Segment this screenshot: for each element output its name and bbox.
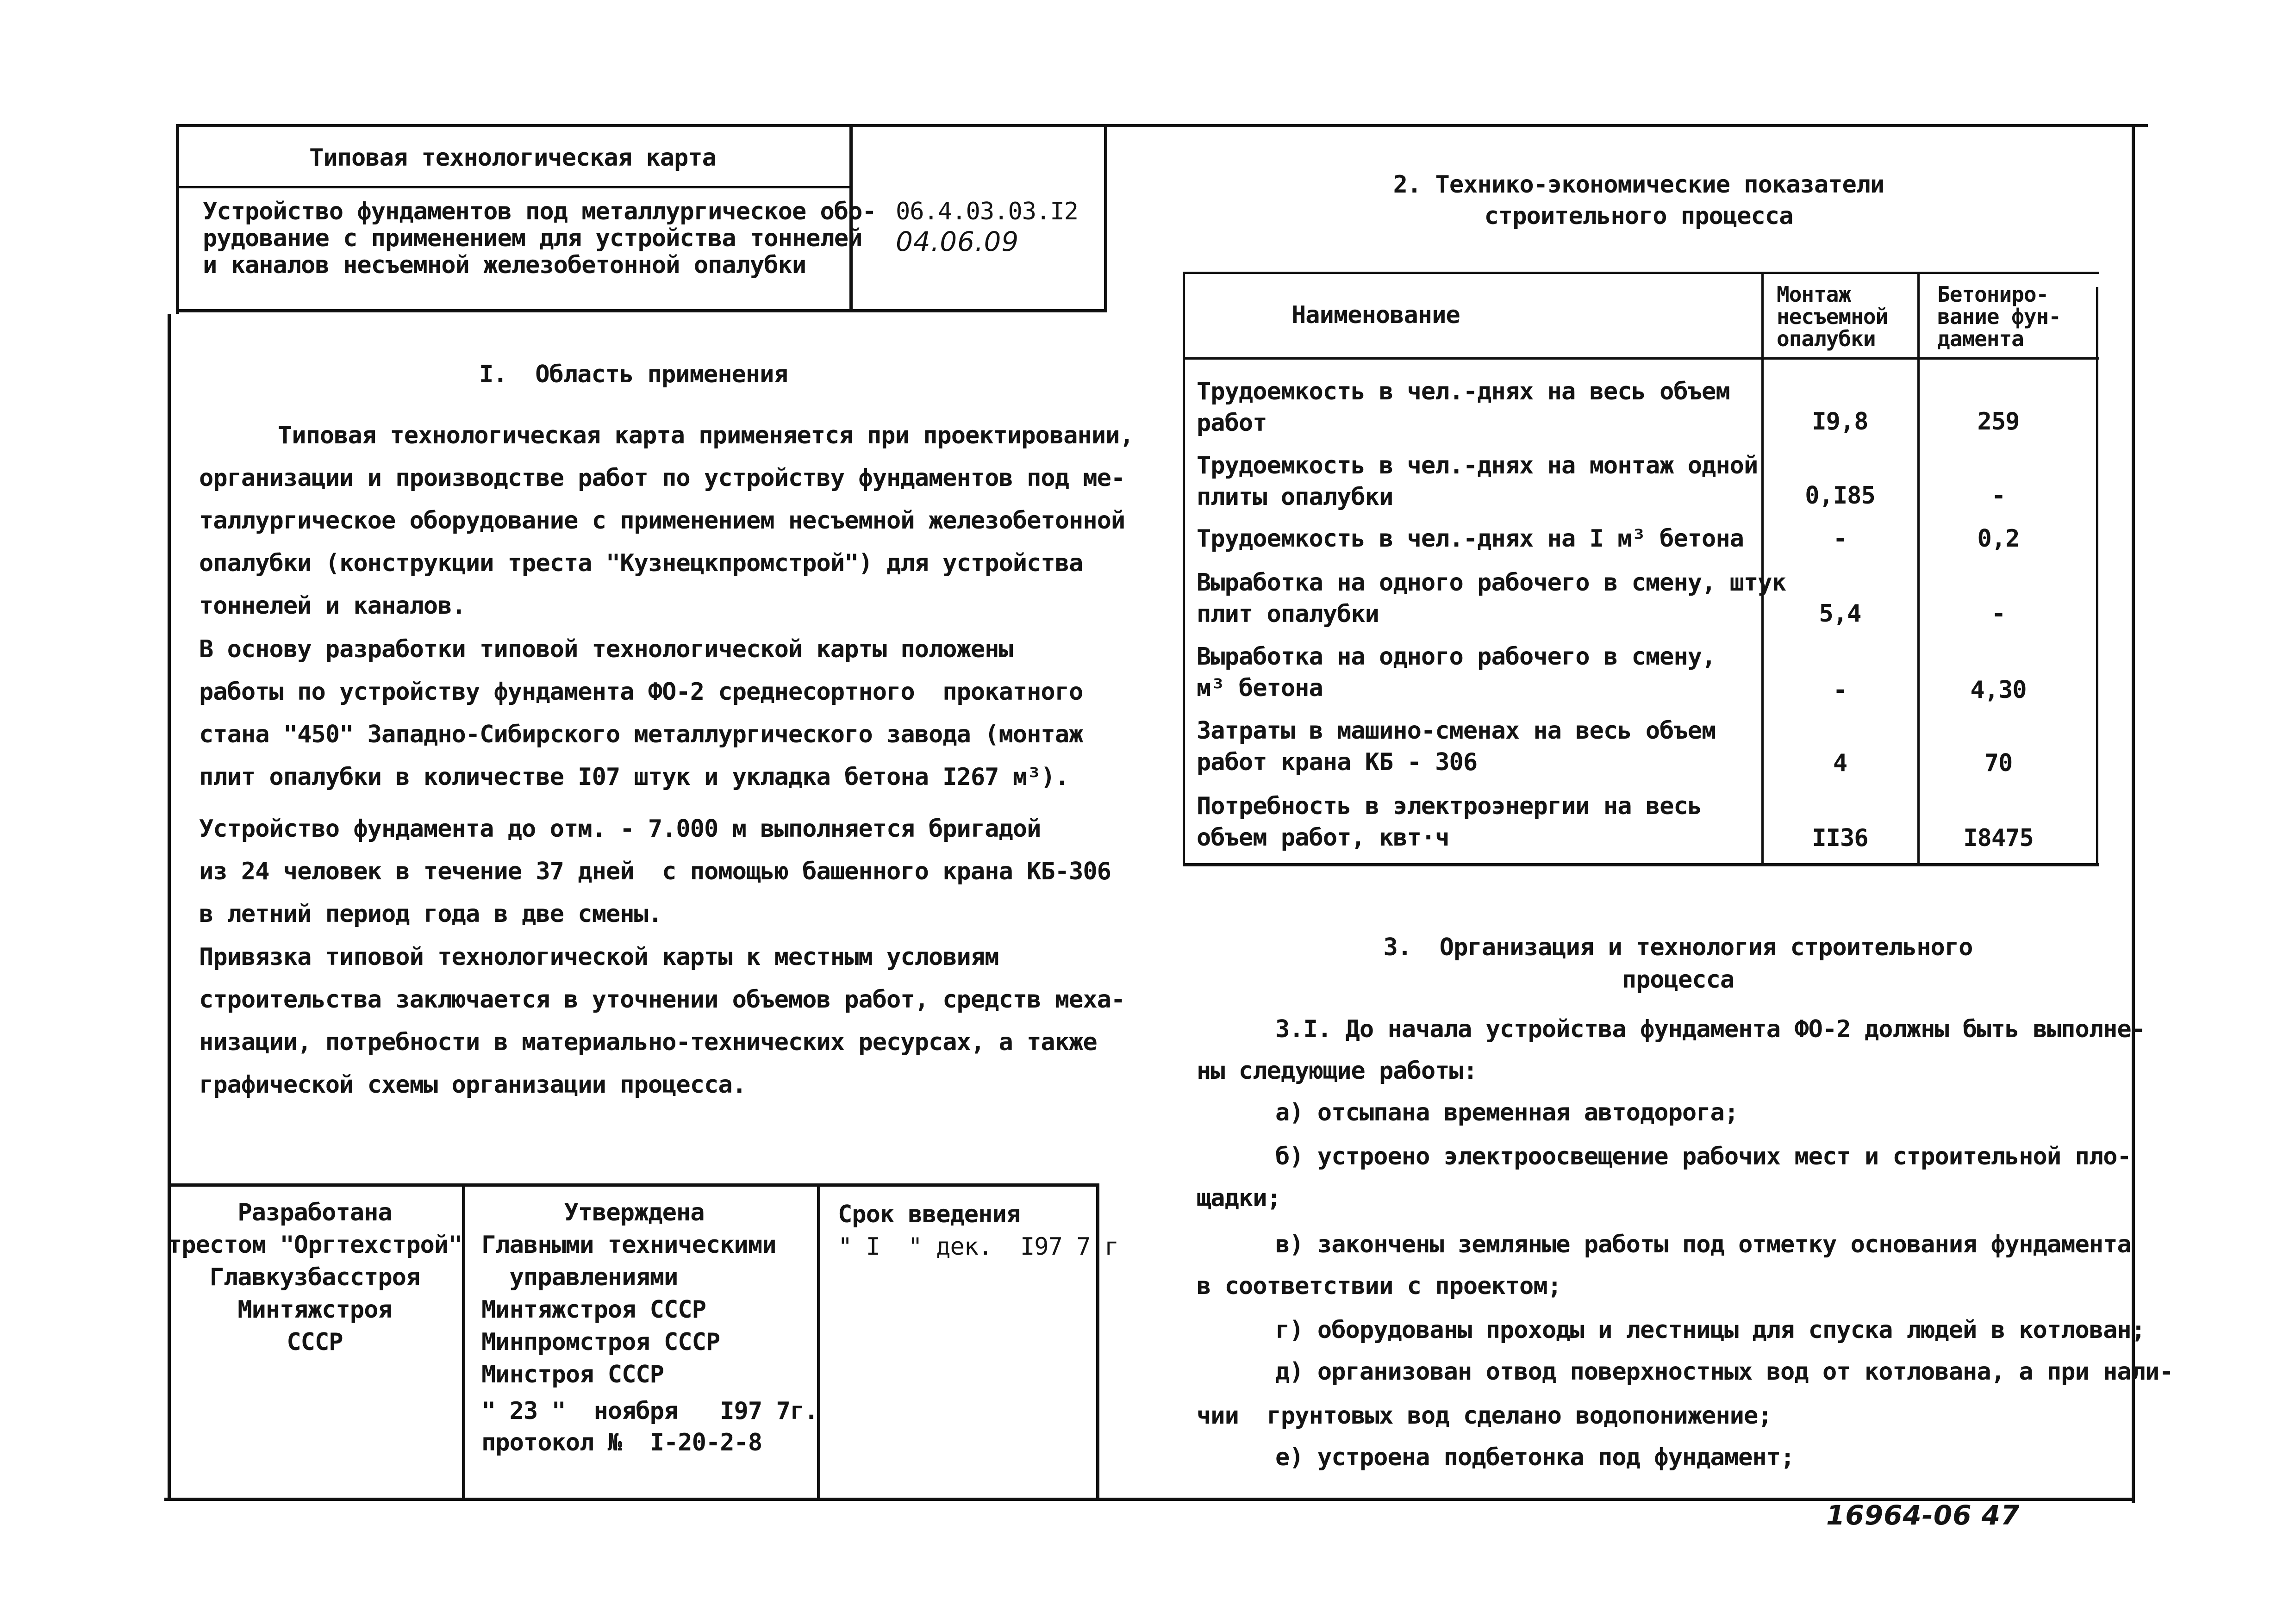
document-code: 06.4.03.03.I2: [896, 198, 1078, 225]
item-d: д) организован отвод поверхностных вод от котлована, а при нали-: [1275, 1358, 2173, 1386]
table-left-border: [1183, 272, 1185, 865]
header-right-border: [1104, 124, 1107, 312]
table-row-name: Потребность в электроэнергии на весь объем работ, квт·ч: [1197, 792, 1702, 852]
approved-title: Утверждена: [564, 1199, 705, 1226]
table-row-value-b: 4,30: [1970, 676, 2027, 704]
item-b: б) устроено электроосвещение рабочих мест и строительной пло-: [1275, 1143, 2131, 1170]
frame-top-line: [176, 124, 2148, 127]
approval-divider-1: [462, 1183, 465, 1498]
item-b-cont: щадки;: [1197, 1184, 1281, 1212]
card-title: Типовая технологическая карта: [309, 144, 716, 172]
section1-paragraph-1: Типовая технологическая карта применяется при проектировании, организации и производстве работ по устройству фундаментов под ме- таллургическое оборудование с применением несъемной железобетонной опалубки (конструкции треста "Кузнецкпромстрой") для устройства тоннелей и каналов.: [199, 422, 1134, 620]
section3-intro: 3.I. До начала устройства фундамента ФО-2 должны быть выполне-: [1275, 1015, 2146, 1043]
handwritten-code: 04.06.09: [896, 226, 1019, 257]
table-row-value-a: II36: [1812, 824, 1868, 852]
table-row-value-a: -: [1833, 676, 1847, 704]
term-title: Срок введения: [838, 1201, 1020, 1228]
table-row-value-b: 70: [1984, 749, 2013, 777]
term-date: " I " дек. I97 7 г: [838, 1233, 1119, 1261]
header-title-underline: [176, 186, 851, 188]
item-d-cont: чии грунтовых вод сделано водопонижение;: [1197, 1402, 1772, 1430]
table-row-value-a: -: [1833, 525, 1847, 553]
table-row-name: Выработка на одного рабочего в смену, м³ бетона: [1197, 643, 1716, 702]
frame-right-line: [2132, 124, 2135, 1503]
table-row-name: Выработка на одного рабочего в смену, штук плит опалубки: [1197, 569, 1786, 628]
table-row-value-a: 4: [1833, 749, 1847, 777]
table-row-value-b: 259: [1977, 408, 2020, 436]
table-row-name: Затраты в машино-сменах на весь объем работ крана КБ - 306: [1197, 717, 1716, 776]
table-row-value-b: -: [1991, 600, 2006, 628]
table-row-value-b: I8475: [1963, 824, 2034, 852]
section1-paragraph-2: В основу разработки типовой технологической карты положены работы по устройству фундамента ФО-2 среднесортного прокатного стана "450" Западно-Сибирского металлургического завода (монтаж плит опалубки в количестве I07 штук и укладка бетона I267 м³).: [199, 635, 1083, 791]
table-row-name: Трудоемкость в чел.-днях на I м³ бетона: [1197, 525, 1744, 553]
table-row-value-b: -: [1991, 482, 2006, 510]
table-header-line: [1183, 357, 2099, 360]
section1-paragraph-4: Привязка типовой технологической карты к местным условиям строительства заключается в уточнении объемов работ, средств меха- низации, потребности в материально-технических ресурсах, а также графической схемы организации процесса.: [199, 943, 1125, 1099]
card-subject: Устройство фундаментов под металлургическое обо- рудование с применением для устройства тоннелей и каналов несъемной железобетонной опалубки: [203, 198, 876, 280]
table-row-name: Трудоемкость в чел.-днях на монтаж одной плиты опалубки: [1197, 452, 1758, 511]
table-top-line: [1183, 272, 2099, 274]
approval-right-border: [1096, 1183, 1099, 1498]
section3-intro-cont: ны следующие работы:: [1197, 1057, 1478, 1085]
approved-by: Главными техническими управлениями Минтяжстроя СССР Минпромстроя СССР Минстроя СССР: [481, 1231, 776, 1388]
table-row-value-a: 0,I85: [1805, 482, 1875, 510]
item-g: г) оборудованы проходы и лестницы для спуска людей в котлован;: [1275, 1316, 2146, 1344]
sheet-number: 16964-06 47: [1826, 1500, 2020, 1531]
table-header-col1: Монтаж несъемной опалубки: [1777, 282, 1888, 351]
table-header-col2: Бетониро- вание фун- дамента: [1937, 282, 2061, 351]
header-bottom-line: [176, 309, 1106, 312]
section2-title: 2. Технико-экономические показатели строительного процесса: [1393, 171, 1884, 230]
approval-date: " 23 " ноября I97 7г.: [481, 1397, 818, 1425]
section3-title: 3. Организация и технология строительного процесса: [1383, 933, 1973, 994]
item-v-cont: в соответствии с проектом;: [1197, 1272, 1561, 1300]
approval-top-line: [168, 1183, 1099, 1187]
table-row-name: Трудоемкость в чел.-днях на весь объем работ: [1197, 378, 1730, 437]
developed-by: Разработана трестом "Оргтехстрой" Главкузбасстроя Минтяжстроя СССР: [168, 1199, 462, 1356]
table-bottom-line: [1183, 863, 2099, 866]
item-v: в) закончены земляные работы под отметку основания фундамента: [1275, 1231, 2131, 1258]
section1-title: I. Область применения: [479, 361, 788, 388]
item-e: е) устроена подбетонка под фундамент;: [1275, 1444, 1795, 1471]
table-row-value-a: 5,4: [1819, 600, 1861, 628]
item-a: а) отсыпана временная автодорога;: [1275, 1099, 1739, 1126]
section1-paragraph-3: Устройство фундамента до отм. - 7.000 м выполняется бригадой из 24 человек в течение 37 дней с помощью башенного крана КБ-306 в летний период года в две смены.: [199, 815, 1111, 928]
table-row-value-b: 0,2: [1977, 525, 2020, 553]
table-right-border: [2096, 287, 2098, 865]
table-header-name: Наименование: [1292, 301, 1460, 329]
protocol-number: протокол № I-20-2-8: [481, 1429, 762, 1456]
approval-divider-2: [817, 1183, 820, 1498]
table-row-value-a: I9,8: [1812, 408, 1868, 436]
